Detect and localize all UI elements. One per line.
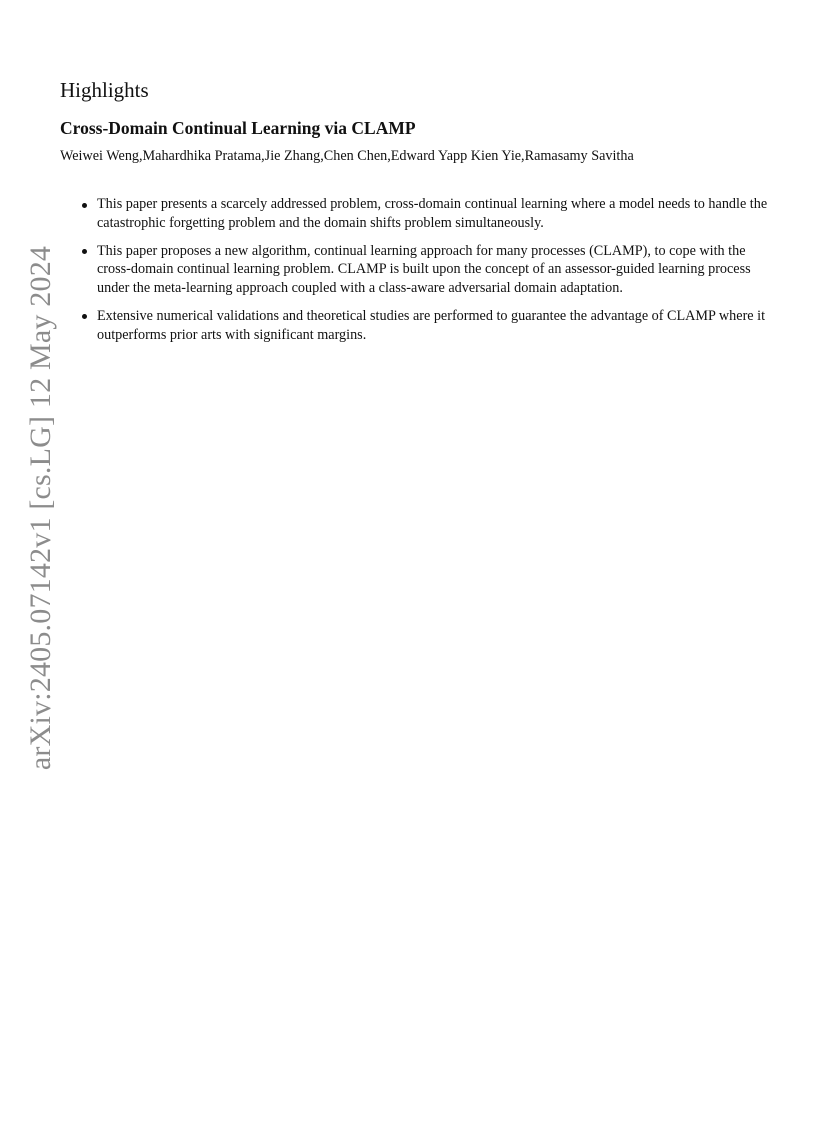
bullet-icon [82, 314, 87, 319]
bullet-icon [82, 249, 87, 254]
author-list: Weiwei Weng,Mahardhika Pratama,Jie Zhang,Chen Chen,Edward Yapp Kien Yie,Ramasamy Savitha [60, 148, 634, 164]
arxiv-side-stamp: arXiv:2405.07142v1 [cs.LG] 12 May 2024 [24, 245, 57, 771]
highlight-text: This paper proposes a new algorithm, continual learning approach for many processes (CLAMP), to cope with the cross-domain continual learning problem. CLAMP is built upon the concept of an assessor-guided learning process under the meta-learning approach coupled with a class-aware adversarial domain adaptation. [97, 242, 751, 296]
highlights-list [60, 195, 775, 354]
highlight-text: Extensive numerical validations and theoretical studies are performed to guarantee the advantage of CLAMP where it outperforms prior arts with significant margins. [97, 307, 766, 343]
highlight-text: This paper presents a scarcely addressed problem, cross-domain continual learning where a model needs to handle the catastrophic forgetting problem and the domain shifts problem simultaneously. [97, 196, 768, 231]
section-heading: Highlights [60, 78, 149, 102]
highlight-item [60, 242, 775, 298]
bullet-icon [82, 203, 87, 208]
paper-title: Cross-Domain Continual Learning via CLAMP [60, 118, 416, 138]
highlight-item [60, 195, 775, 232]
highlight-item [60, 307, 775, 344]
